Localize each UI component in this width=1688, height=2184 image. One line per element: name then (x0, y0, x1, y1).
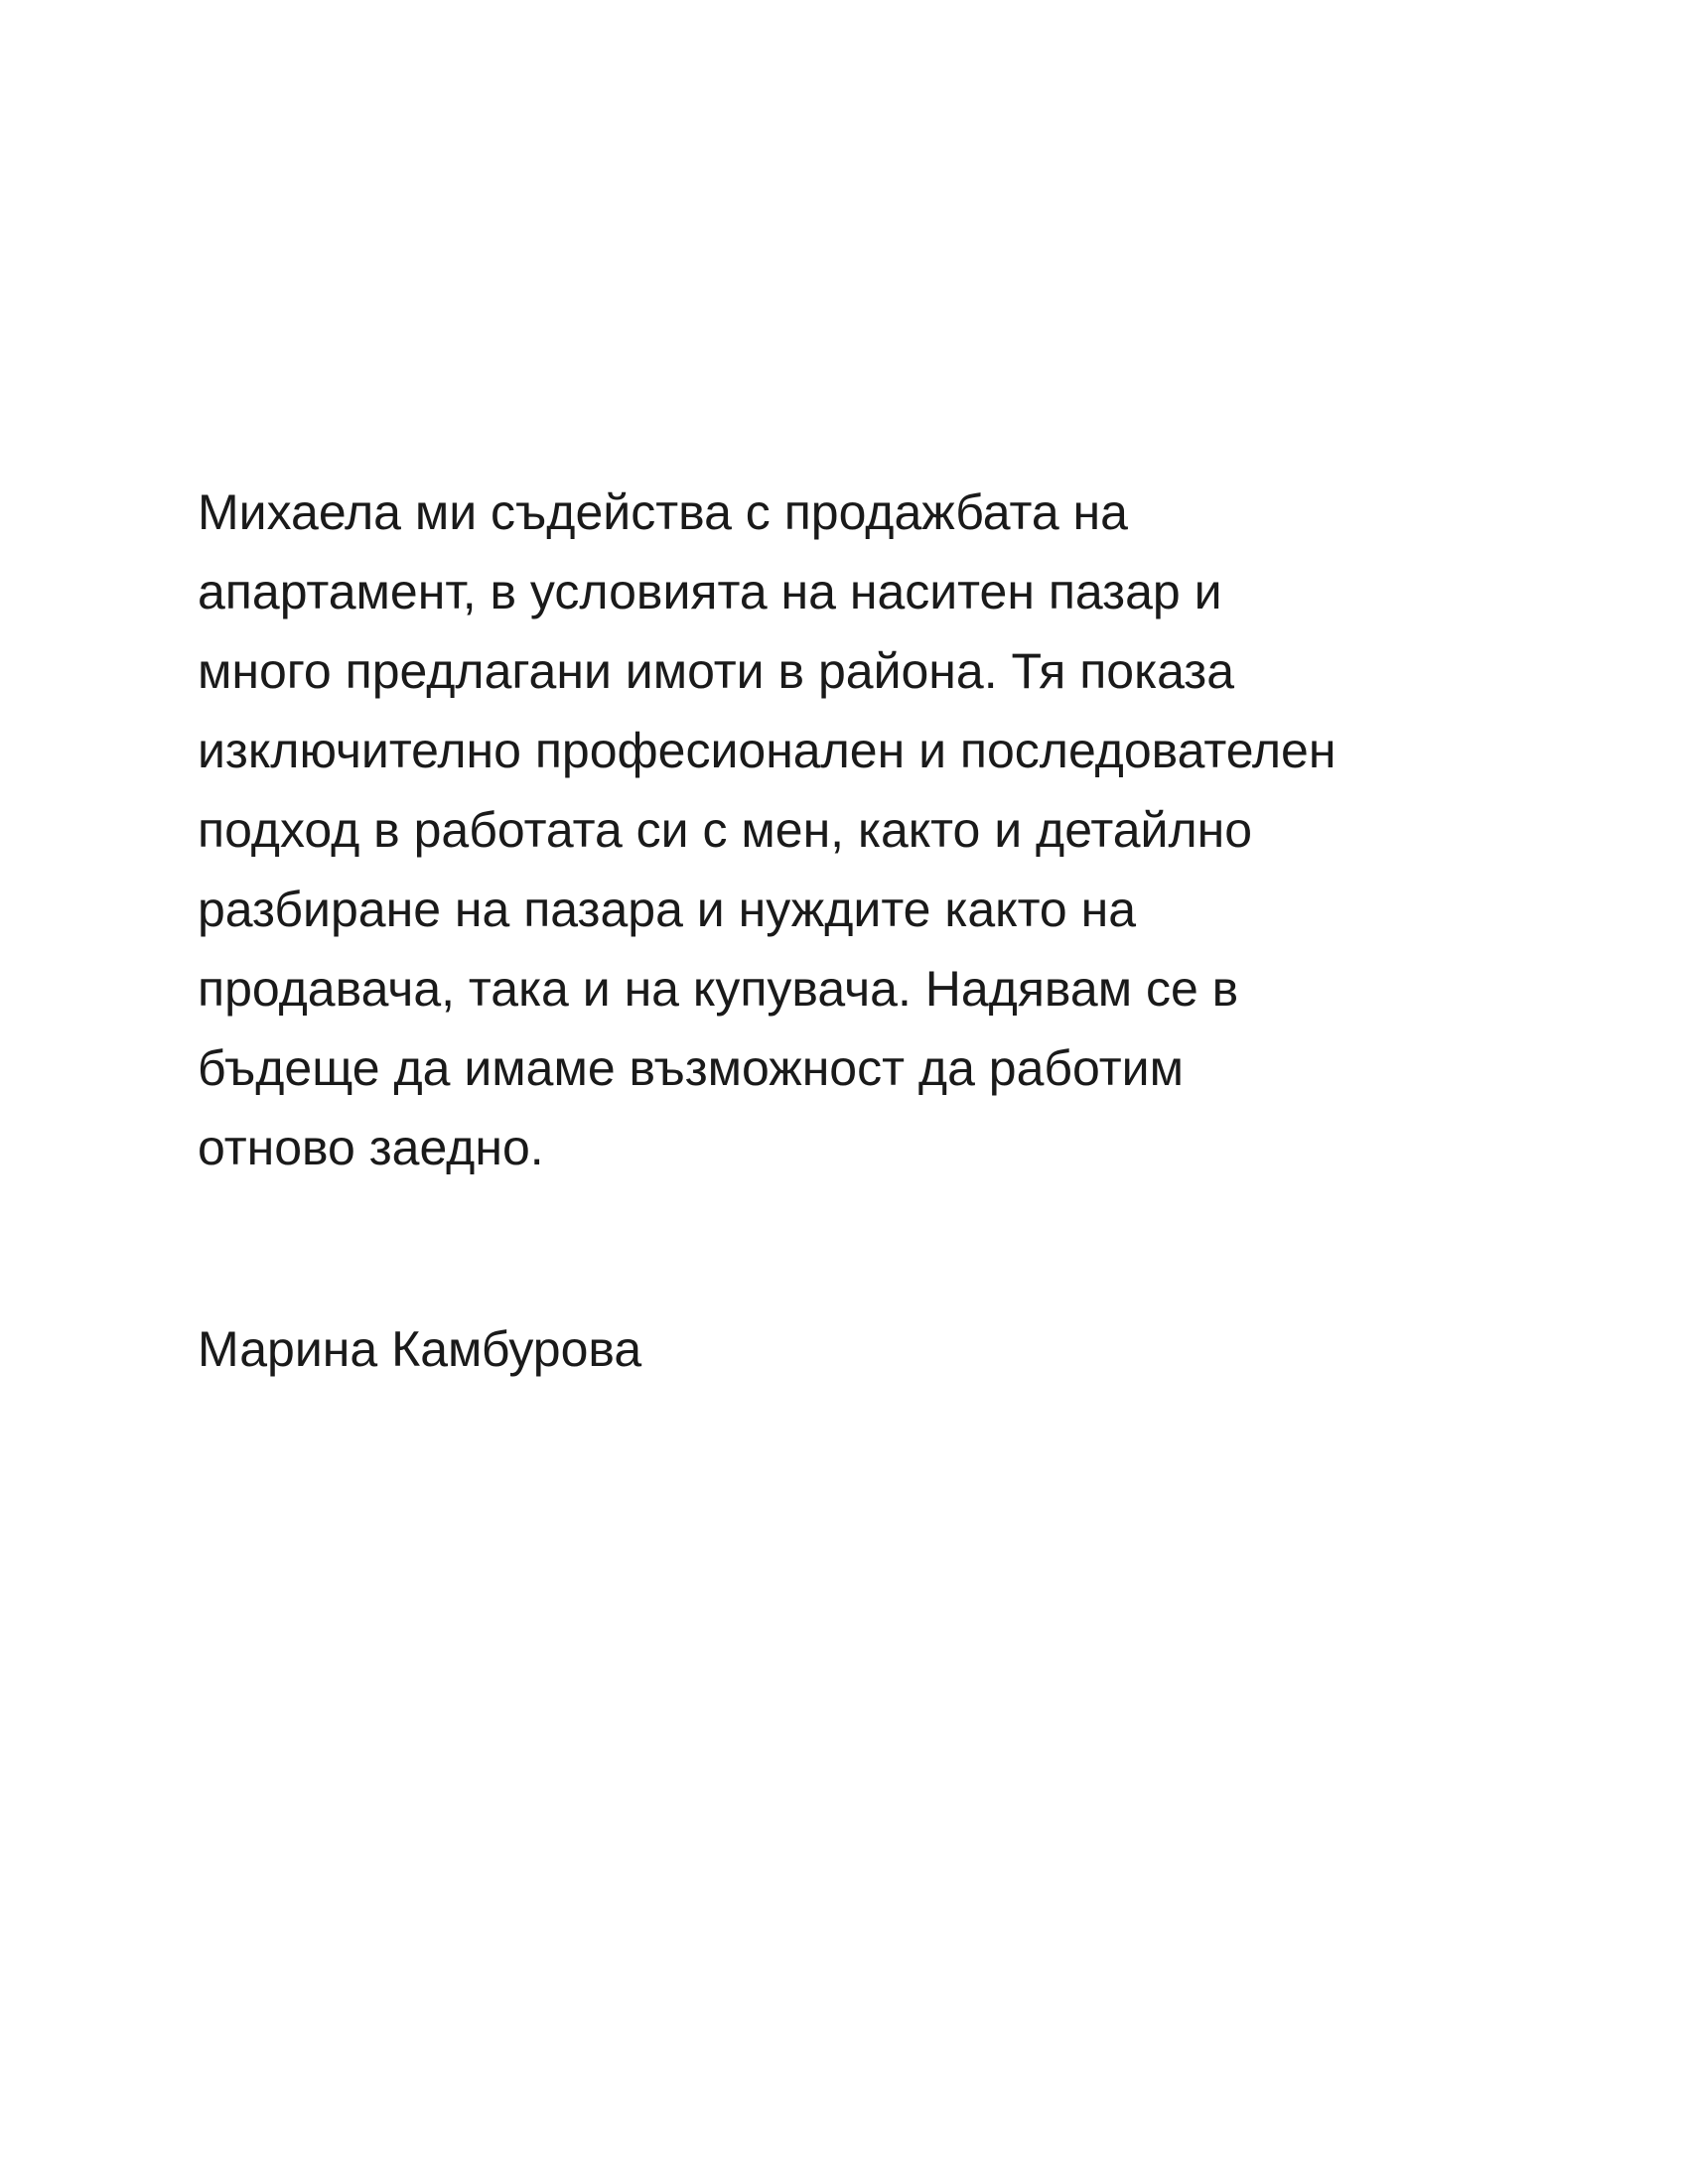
paragraph-line-6: разбиране на пазара и нуждите както на (198, 882, 1137, 937)
paragraph-line-3: много предлагани имоти в района. Тя показа (198, 643, 1235, 699)
paragraph-line-5: подход в работата си с мен, както и детайлно (198, 802, 1253, 858)
paragraph-line-9: отново заедно. (198, 1120, 544, 1175)
paragraph-line-8: бъдеще да имаме възможност да работим (198, 1040, 1184, 1096)
paragraph-line-7: продавача, така и на купувача. Надявам се в (198, 961, 1239, 1017)
testimonial-paragraph (198, 473, 1518, 1187)
author-signature: Марина Камбурова (198, 1321, 642, 1377)
paragraph-line-1: Михаела ми съдейства с продажбата на (198, 484, 1128, 540)
paragraph-line-2: апартамент, в условията на наситен пазар и (198, 564, 1222, 619)
paragraph-line-4: изключително професионален и последователен (198, 723, 1336, 778)
